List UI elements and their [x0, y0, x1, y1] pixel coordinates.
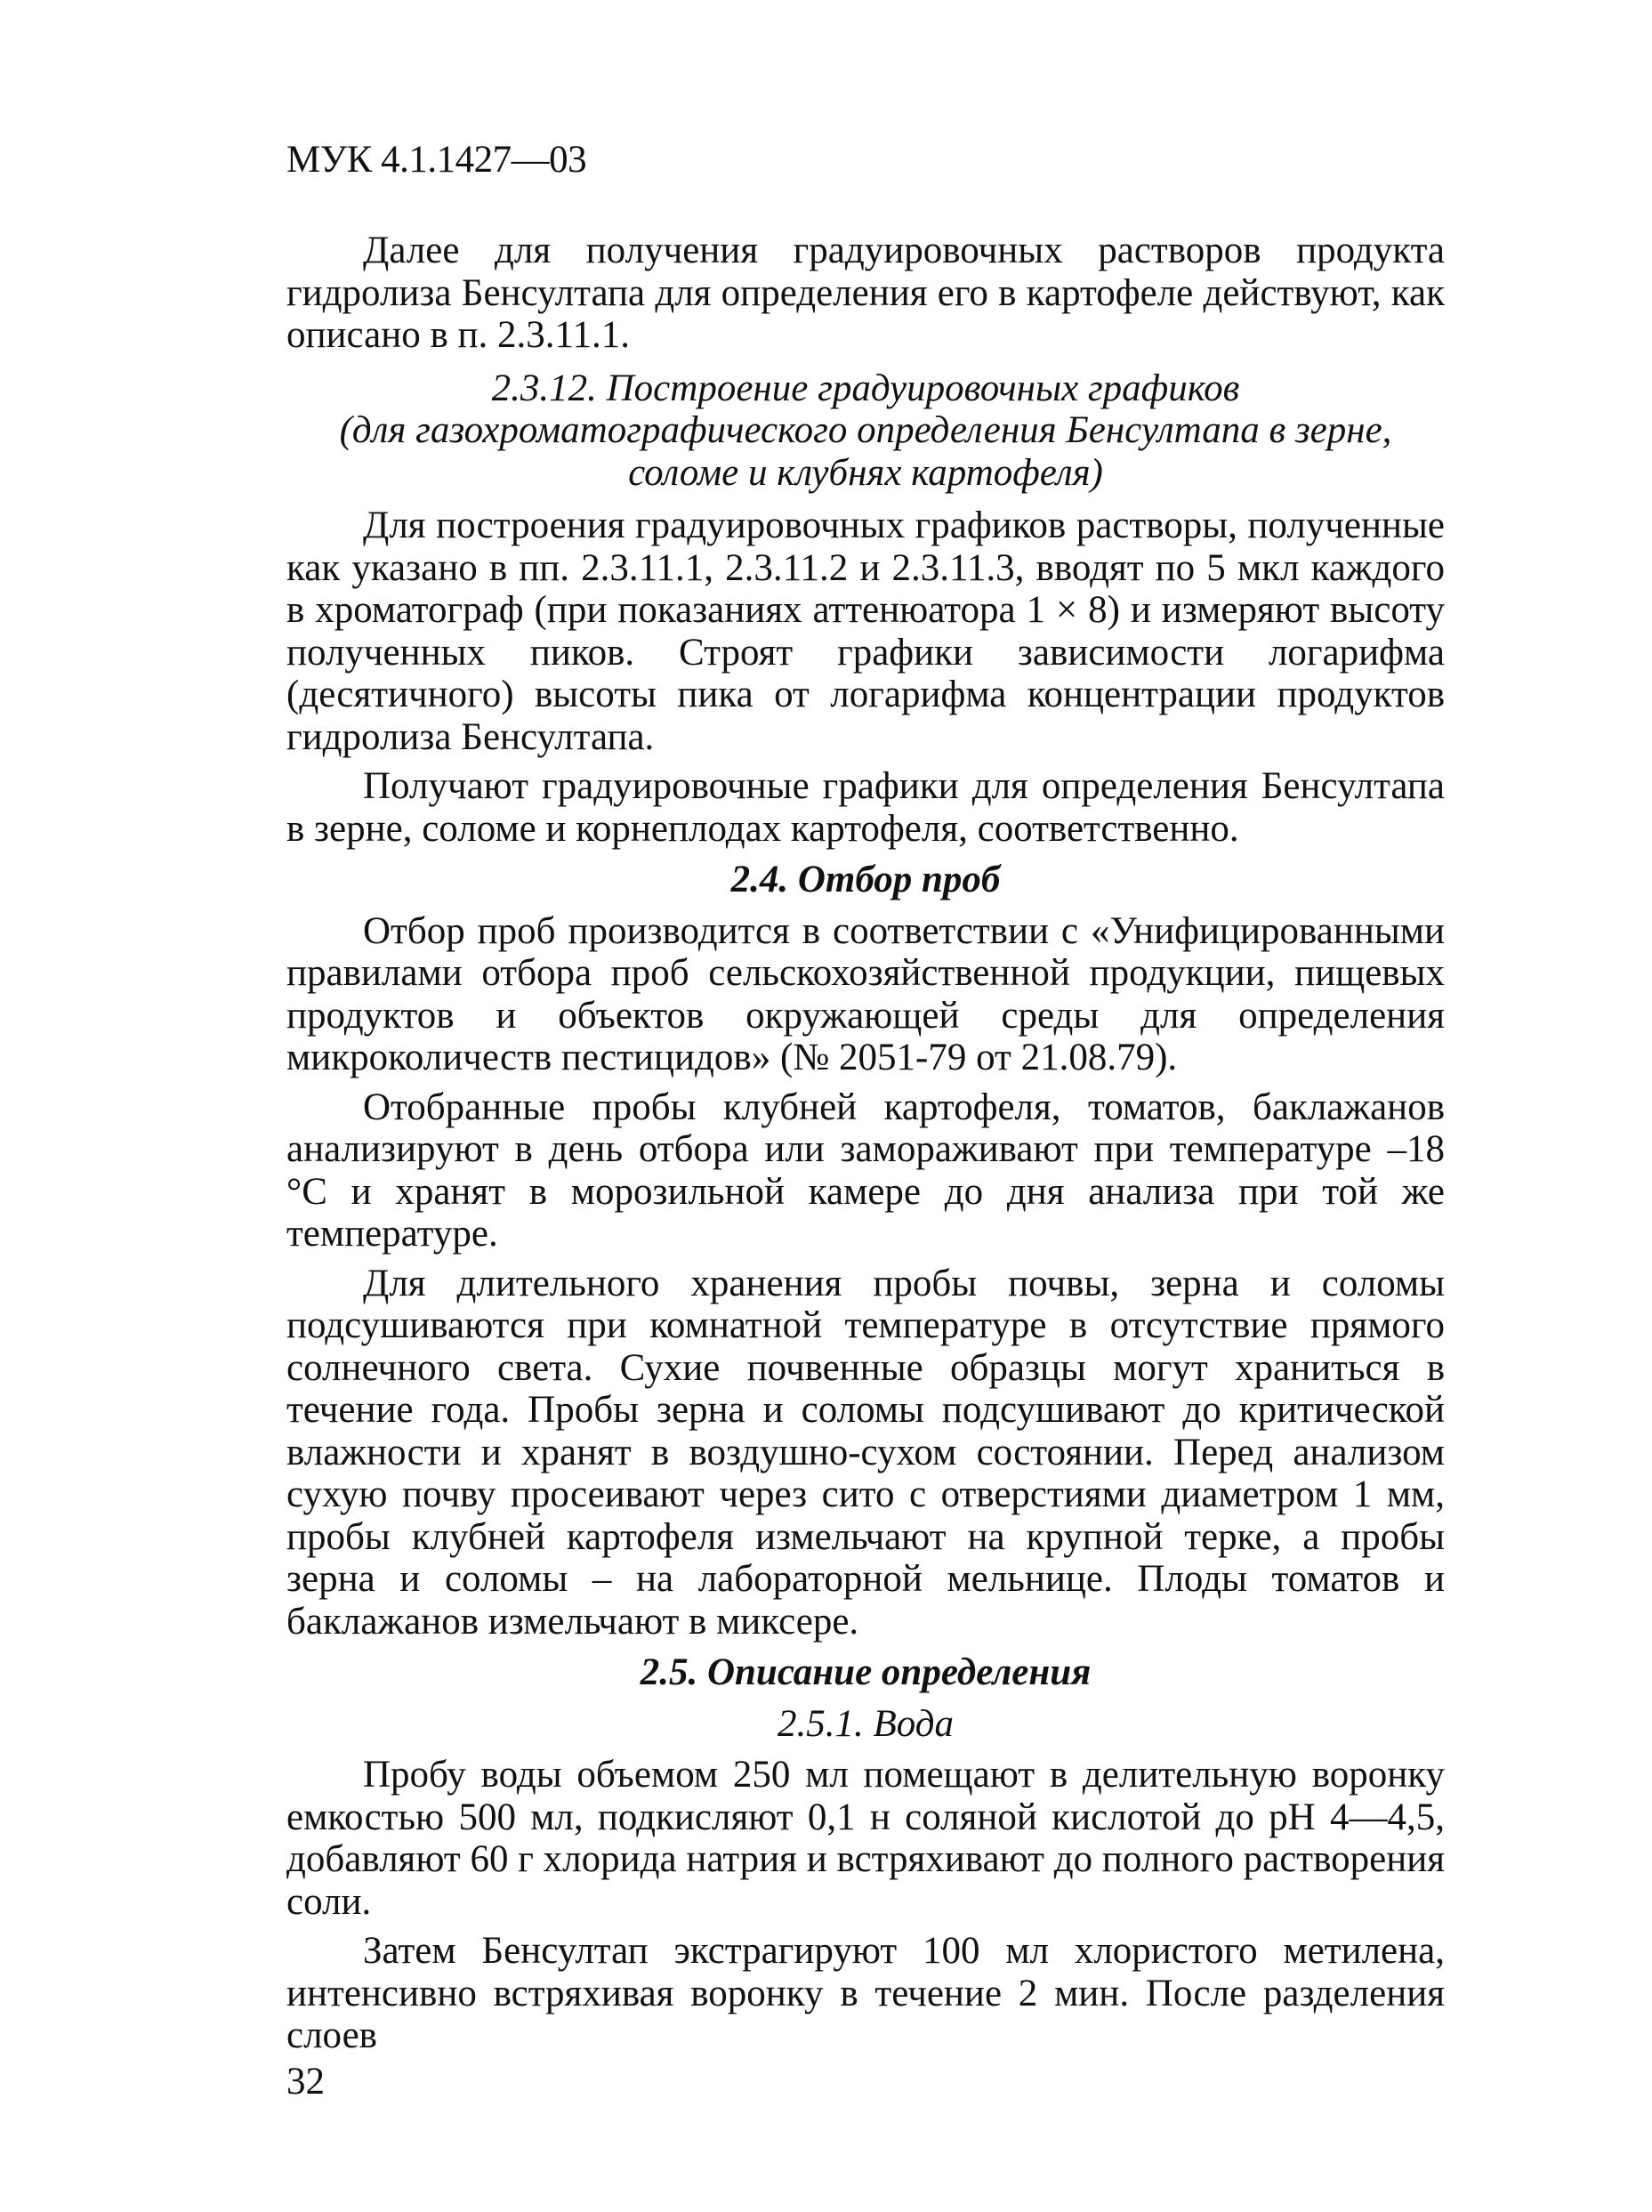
- section-heading-2-5-1: 2.5.1. Вода: [778, 1702, 954, 1745]
- section-heading-2-3-12: [286, 367, 1445, 495]
- paragraph-long-term-storage: Для длительного хранения пробы почвы, зерна и соломы подсушиваются при комнатной температуре в отсутствие прямого солнечного света. Сухие почвенные образцы могут храниться в течение года. Пробы зерна и соломы подсушивают до критической влажности и хранят в воздушно-сухом состоянии. Перед анализом сухую почву просеивают через сито с отверстиями диаметром 1 мм, пробы клубней картофеля измельчают на крупной терке, а пробы зерна и соломы – на лабораторной мельнице. Плоды томатов и баклажанов измельчают в миксере.: [286, 1262, 1445, 1643]
- page-number: 32: [286, 2061, 325, 2103]
- page-body: [286, 230, 1445, 2064]
- section-heading-2-3-12-line2: (для газохроматографического определения Бенсултапа в зерне,: [339, 409, 1392, 451]
- paragraph-calibration-graphs: Для построения градуировочных графиков растворы, полученные как указано в пп. 2.3.11.1, 2.3.11.2 и 2.3.11.3, вводят по 5 мкл каждого в хроматограф (при показаниях аттенюатора 1 × 8) и измеряют высоту полученных пиков. Строят графики зависимости логарифма (десятичного) высоты пика от логарифма концентрации продуктов гидролиза Бенсултапа.: [286, 505, 1445, 758]
- paragraph-calibration-result: Получают градуировочные графики для определения Бенсултапа в зерне, соломе и корнеплодах картофеля, соответственно.: [286, 765, 1445, 850]
- section-heading-2-3-12-line1: 2.3.12. Построение градуировочных графиков: [491, 367, 1240, 409]
- paragraph-sampling-rules: Отбор проб производится в соответствии с «Унифицированными правилами отбора проб сельскохозяйственной продукции, пищевых продуктов и объектов окружающей среды для определения микроколичеств пестицидов» (№ 2051-79 от 21.08.79).: [286, 909, 1445, 1078]
- paragraph-extraction: Затем Бенсултап экстрагируют 100 мл хлористого метилена, интенсивно встряхивая воронку в течение 2 мин. После разделения слоев: [286, 1930, 1445, 2056]
- paragraph-calibration-potato: Далее для получения градуировочных растворов продукта гидролиза Бенсултапа для определения его в картофеле действуют, как описано в п. 2.3.11.1.: [286, 230, 1445, 356]
- section-heading-2-4: 2.4. Отбор проб: [730, 859, 1001, 900]
- section-heading-2-3-12-line3: соломе и клубнях картофеля): [628, 451, 1103, 494]
- paragraph-sample-storage: Отобранные пробы клубней картофеля, томатов, баклажанов анализируют в день отбора или замораживают при температуре –18 °С и хранят в морозильной камере до дня анализа при той же температуре.: [286, 1086, 1445, 1255]
- paragraph-water-sample: Пробу воды объемом 250 мл помещают в делительную воронку емкостью 500 мл, подкисляют 0,1 н соляной кислотой до рН 4—4,5, добавляют 60 г хлорида натрия и встряхивают до полного растворения соли.: [286, 1754, 1445, 1923]
- section-heading-2-5: 2.5. Описание определения: [640, 1651, 1092, 1693]
- running-header: МУК 4.1.1427—03: [286, 139, 587, 181]
